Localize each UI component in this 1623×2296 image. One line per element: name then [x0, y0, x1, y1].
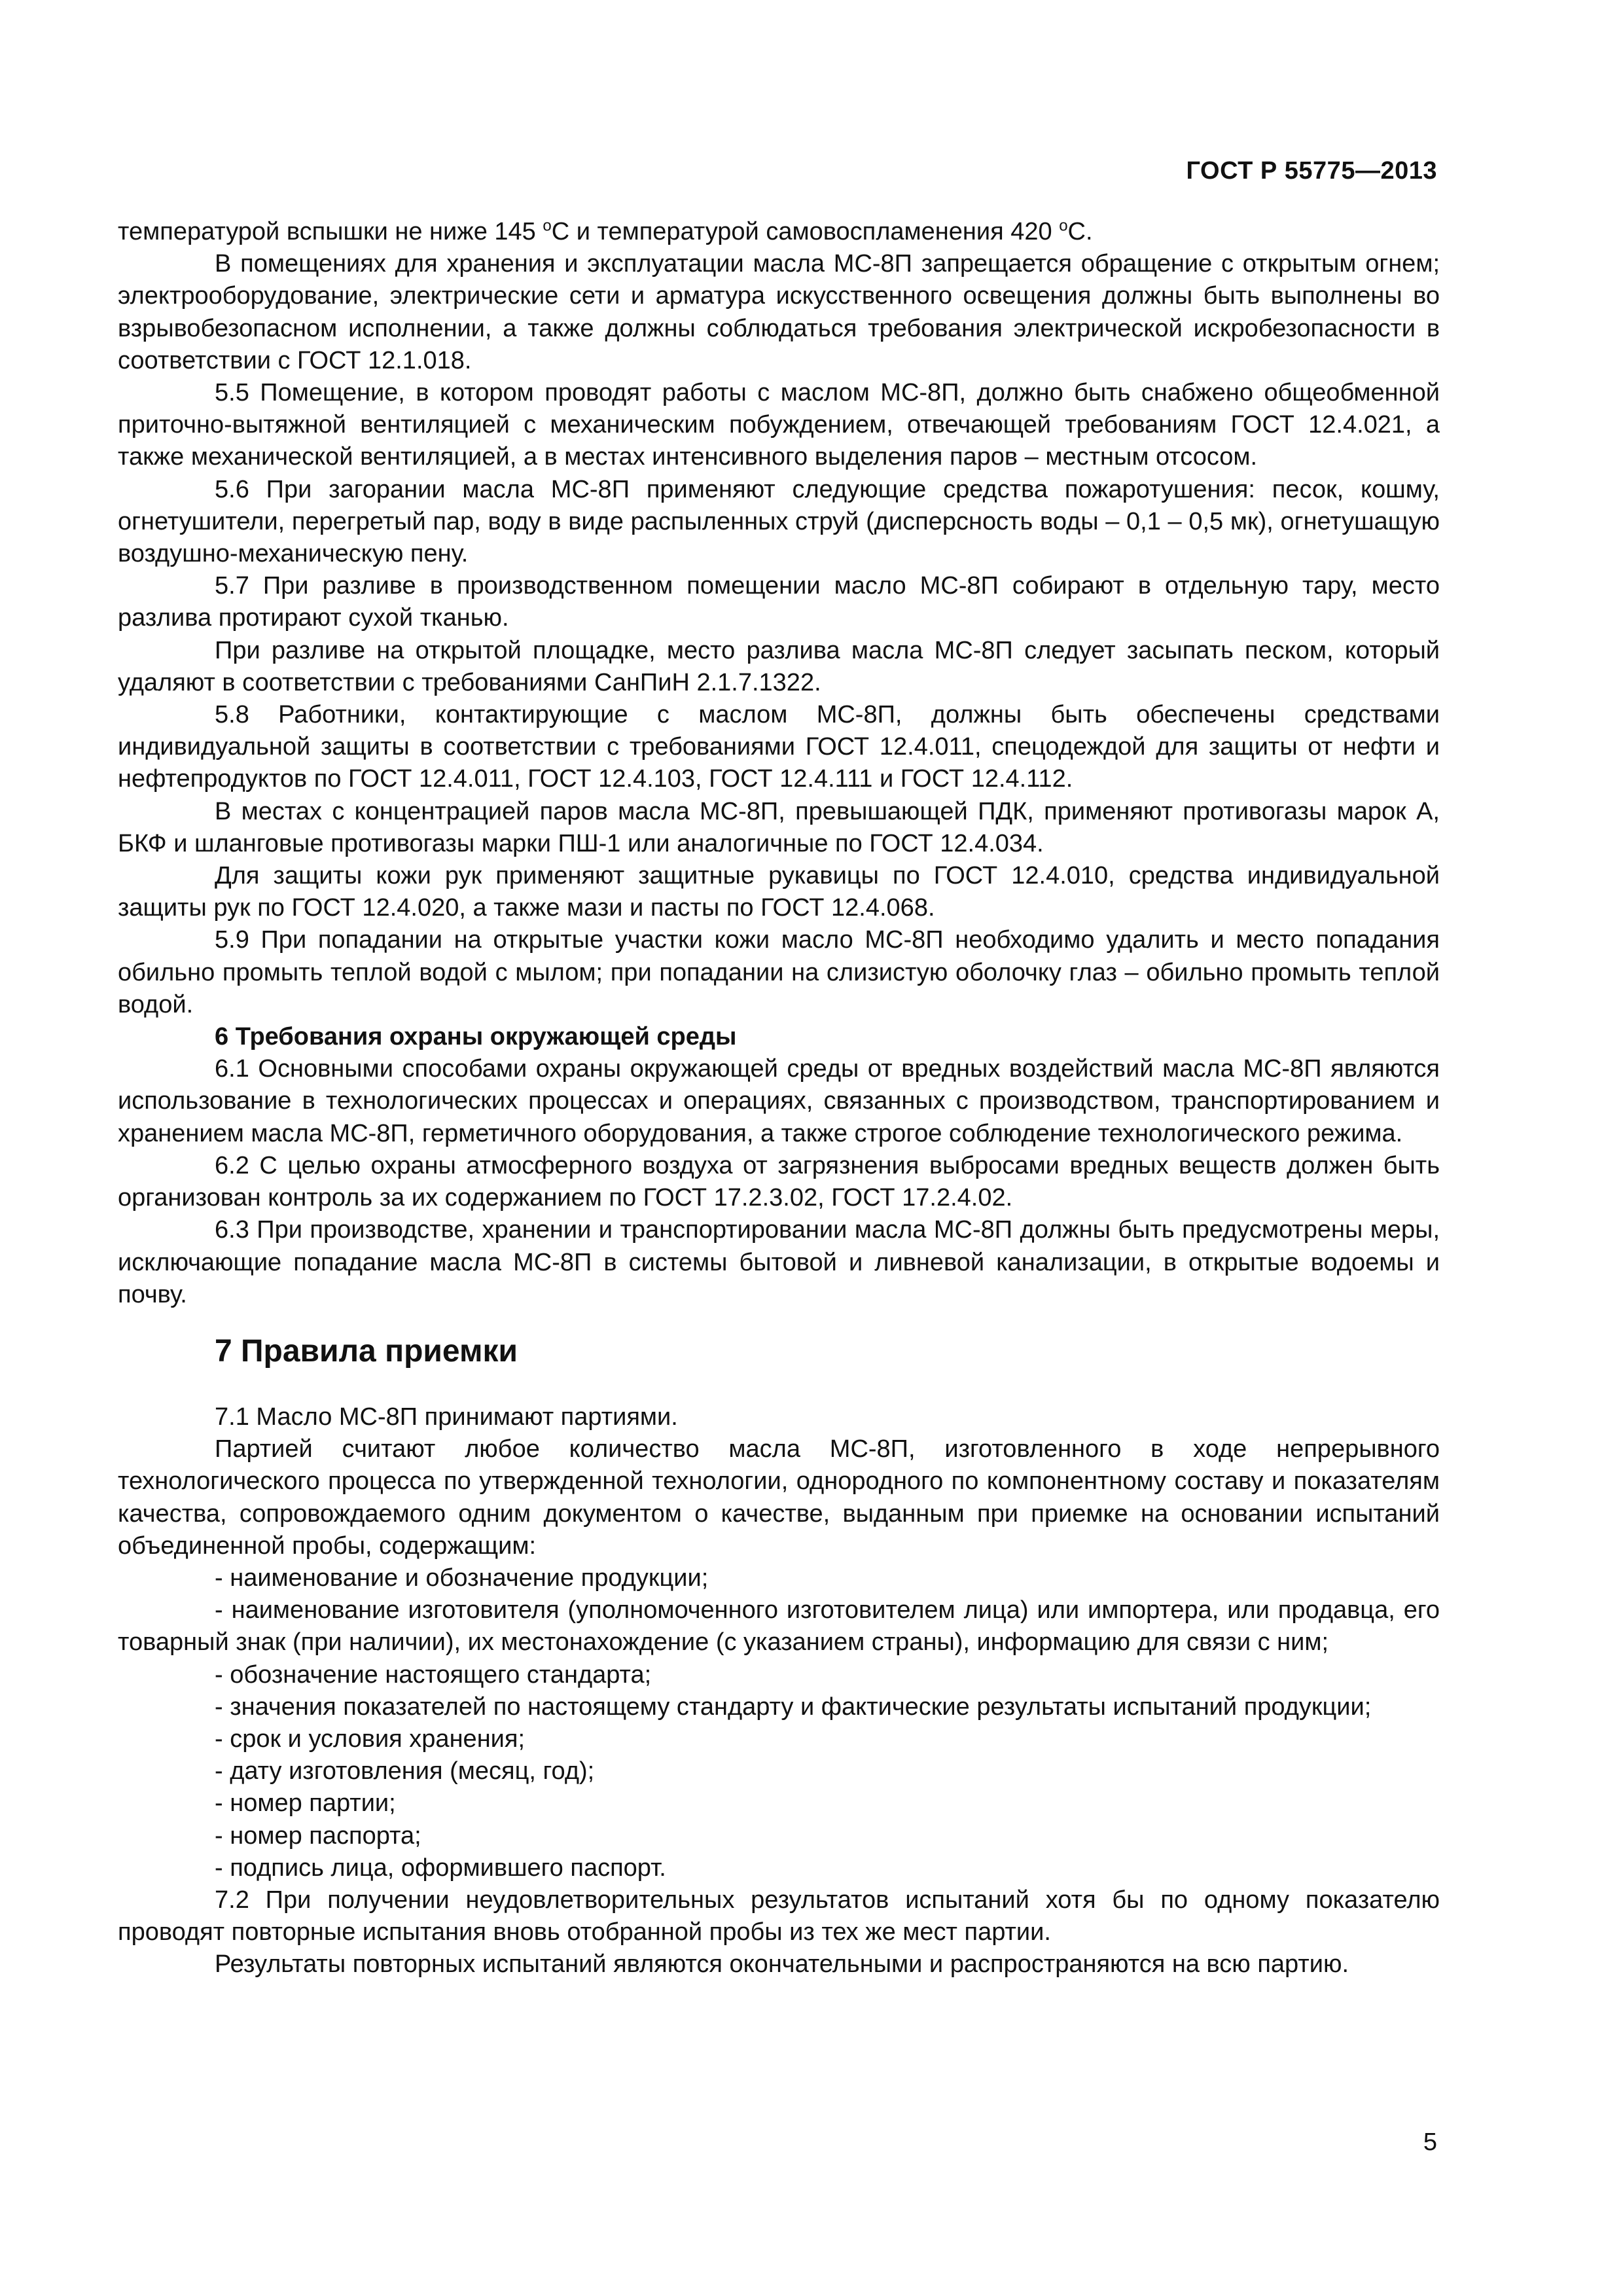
list-item: - срок и условия хранения;: [215, 1725, 526, 1753]
paragraph-6-3: 6.3 При производстве, хранении и транспортировании масла МС-8П должны быть предусмотрены меры, исключающие попадание масла МС-8П в системы бытовой и ливневой канализации, в открытые водоемы и почву.: [118, 1216, 1440, 1308]
list-item: - обозначение настоящего стандарта;: [215, 1660, 652, 1689]
list-item: - наименование изготовителя (уполномоченного изготовителем лица) или импортера, или продавца, его товарный знак (при наличии), их местонахождение (с указанием страны), информацию для связи с ним;: [118, 1596, 1440, 1657]
paragraph-7-1: 7.1 Масло МС-8П принимают партиями.: [215, 1403, 678, 1431]
paragraph-5-6: 5.6 При загорании масла МС-8П применяют следующие средства пожаротушения: песок, кошму, огнетушители, перегретый пар, воду в виде распыленных струй (дисперсность воды – 0,1 – 0,5 мк), огнетушащую воздушно-механическую пену.: [118, 475, 1440, 568]
list-item: - наименование и обозначение продукции;: [215, 1564, 709, 1592]
paragraph-5-7-open-site: При разливе на открытой площадке, место разлива масла МС-8П следует засыпать песком, который удаляют в соответствии с требованиями СанПиН 2.1.7.1322.: [118, 636, 1440, 696]
continuation-text-part1: температурой вспышки не ниже 145: [118, 218, 543, 245]
continuation-text-part3: С.: [1067, 218, 1093, 245]
section-6-heading: 6 Требования охраны окружающей среды: [215, 1023, 737, 1051]
degree-mark: o: [543, 217, 552, 235]
paragraph-5-7: 5.7 При разливе в производственном помещении масло МС-8П собирают в отдельную тару, место разлива протирают сухой тканью.: [118, 572, 1440, 632]
paragraph-batch-definition: Партией считают любое количество масла МС-8П, изготовленного в ходе непрерывного технологического процесса по утвержденной технологии, однородного по компонентному составу и показателям качества, сопровождаемого одним документом о качестве, выданным при приемке на основании испытаний объединенной пробы, содержащим:: [118, 1435, 1440, 1560]
document-header-standard-id: ГОСТ Р 55775—2013: [1186, 157, 1437, 185]
list-item: - дату изготовления (месяц, год);: [215, 1757, 595, 1785]
list-item: - номер партии;: [215, 1789, 396, 1818]
degree-mark: o: [1059, 217, 1068, 235]
paragraph-6-1: 6.1 Основными способами охраны окружающей среды от вредных воздействий масла МС-8П являются использование в технологических процессах и операциях, связанных с производством, транспортированием и хранением масла МС-8П, герметичного оборудования, а также строгое соблюдение технологического режима.: [118, 1055, 1440, 1147]
list-item: - подпись лица, оформившего паспорт.: [215, 1854, 666, 1882]
paragraph-5-5: 5.5 Помещение, в котором проводят работы с маслом МС-8П, должно быть снабжено общеобменной приточно-вытяжной вентиляцией с механическим побуждением, отвечающей требованиям ГОСТ 12.4.021, а также механической вентиляцией, а в местах интенсивного выделения паров – местным отсосом.: [118, 379, 1440, 471]
paragraph-5-8: 5.8 Работники, контактирующие с маслом МС-8П, должны быть обеспечены средствами индивидуальной защиты в соответствии с требованиями ГОСТ 12.4.011, спецодеждой для защиты от нефти и нефтепродуктов по ГОСТ 12.4.011, ГОСТ 12.4.103, ГОСТ 12.4.111 и ГОСТ 12.4.112.: [118, 701, 1440, 793]
paragraph-7-2: 7.2 При получении неудовлетворительных результатов испытаний хотя бы по одному показателю проводят повторные испытания вновь отобранной пробы из тех же мест партии.: [118, 1886, 1440, 1946]
document-body: [118, 216, 1440, 1981]
list-item: - номер паспорта;: [215, 1821, 421, 1850]
paragraph-5-8-hands: Для защиты кожи рук применяют защитные рукавицы по ГОСТ 12.4.010, средства индивидуальной защиты рук по ГОСТ 12.4.020, а также мази и пасты по ГОСТ 12.4.068.: [118, 862, 1440, 922]
list-item: - значения показателей по настоящему стандарту и фактические результаты испытаний продукции;: [215, 1693, 1372, 1721]
paragraph-7-2-final: Результаты повторных испытаний являются окончательными и распространяются на всю партию.: [215, 1950, 1349, 1979]
paragraph-open-fire: В помещениях для хранения и эксплуатации масла МС-8П запрещается обращение с открытым огнем; электрооборудование, электрические сети и арматура искусственного освещения должны быть выполнены во взрывобезопасном исполнении, а также должны соблюдаться требования электрической искробезопасности в соответствии с ГОСТ 12.1.018.: [118, 250, 1440, 374]
paragraph-6-2: 6.2 С целью охраны атмосферного воздуха от загрязнения выбросами вредных веществ должен быть организован контроль за их содержанием по ГОСТ 17.2.3.02, ГОСТ 17.2.4.02.: [118, 1151, 1440, 1212]
paragraph-continuation: [118, 216, 1440, 248]
paragraph-5-8-gas-masks: В местах с концентрацией паров масла МС-8П, превышающей ПДК, применяют противогазы марок А, БКФ и шланговые противогазы марки ПШ-1 или аналогичные по ГОСТ 12.4.034.: [118, 797, 1440, 857]
paragraph-5-9: 5.9 При попадании на открытые участки кожи масло МС-8П необходимо удалить и место попадания обильно промыть теплой водой с мылом; при попадании на слизистую оболочку глаз – обильно промыть теплой водой.: [118, 926, 1440, 1018]
page-number: 5: [1423, 2128, 1437, 2156]
continuation-text-part2: С и температурой самовоспламенения 420: [551, 218, 1060, 245]
section-7-heading: 7 Правила приемки: [215, 1333, 518, 1369]
